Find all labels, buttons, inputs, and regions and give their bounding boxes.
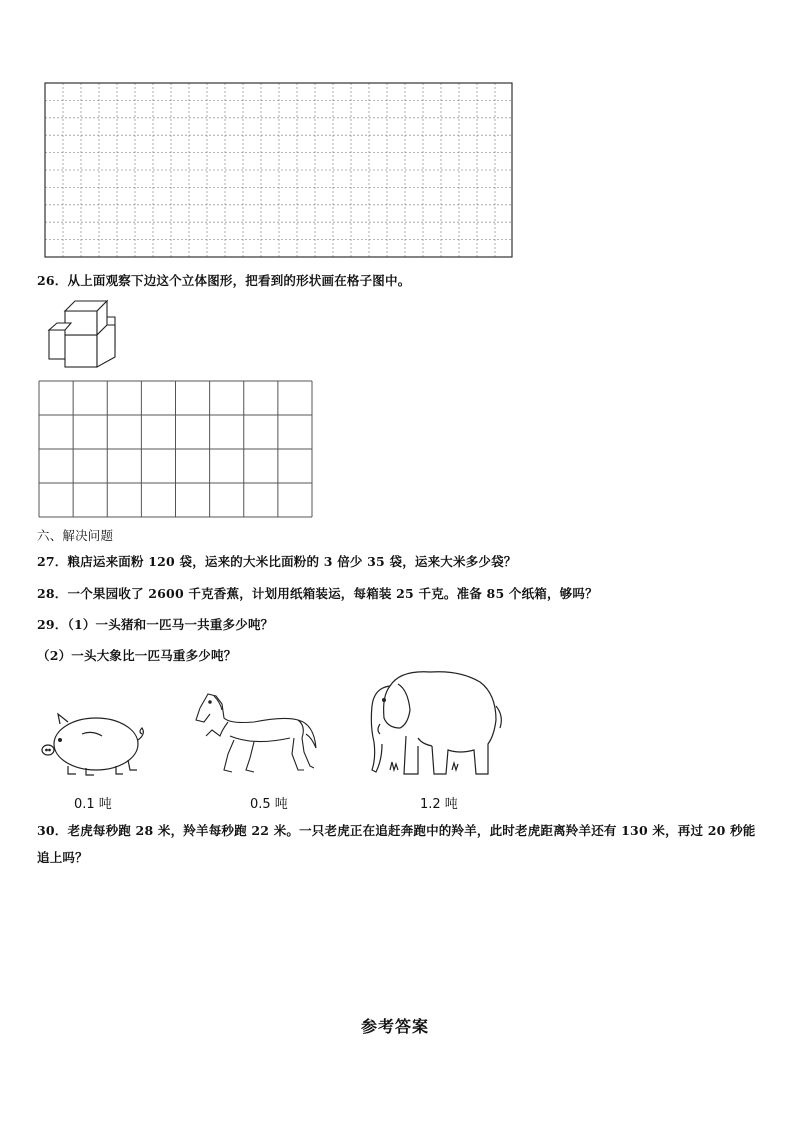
answer-section-title: 参考答案	[361, 1017, 430, 1036]
answer-grid	[38, 380, 313, 518]
elephant-weight-label: 1.2 吨	[420, 797, 458, 812]
question-30: 30．老虎每秒跑 28 米，羚羊每秒跑 22 米。一只老虎正在追赶奔跑中的羚羊，此时老虎距离羚羊还有 130 米，再过 20 秒能追上吗？	[37, 823, 756, 865]
section-six-heading: 六、解决问题	[37, 528, 114, 543]
horse-illustration	[194, 690, 324, 780]
dotted-drawing-grid	[44, 82, 514, 258]
horse-weight-label: 0.5 吨	[250, 797, 288, 812]
pig-illustration	[38, 708, 150, 778]
elephant-illustration	[360, 666, 520, 781]
question-29-part-2: （2）一头大象比一匹马重多少吨？	[37, 648, 237, 663]
question-28: 28．一个果园收了 2600 千克香蕉，计划用纸箱装运，每箱装 25 千克。准备 85 个纸箱，够吗？	[37, 586, 598, 601]
question-26: 26．从上面观察下边这个立体图形，把看到的形状画在格子图中。	[37, 273, 411, 288]
pig-weight-label: 0.1 吨	[74, 797, 112, 812]
question-29-part-1: 29．（1）一头猪和一匹马一共重多少吨？	[37, 617, 274, 632]
question-27: 27．粮店运来面粉 120 袋，运来的大米比面粉的 3 倍少 35 袋，运来大米多少袋？	[37, 554, 517, 569]
cube-solid-figure	[45, 297, 120, 372]
